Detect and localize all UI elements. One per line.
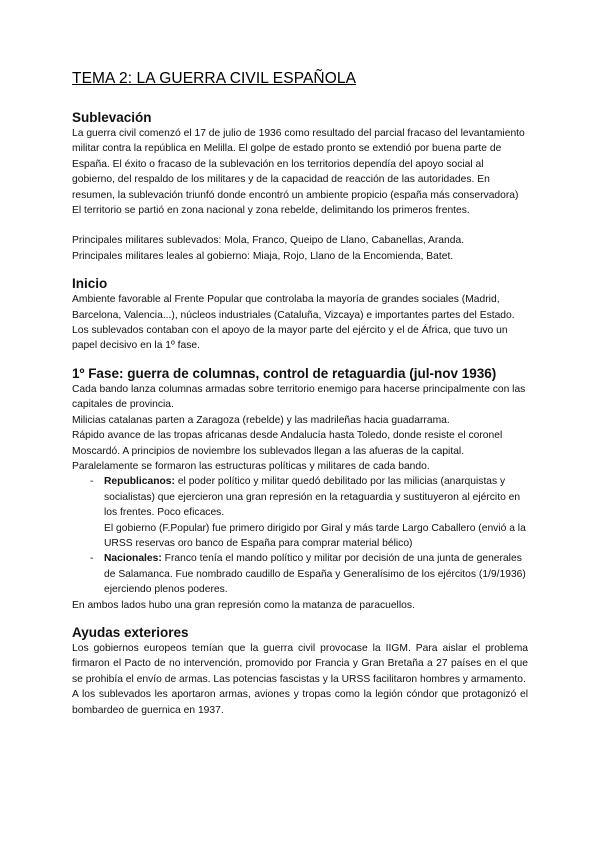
list-item-republicanos xyxy=(72,474,528,551)
section-heading: Inicio xyxy=(72,276,108,292)
paragraph: En ambos lados hubo una gran represión como la matanza de paracuellos. xyxy=(72,599,415,611)
section-inicio xyxy=(72,276,528,354)
paragraph: Principales militares leales al gobierno: Miaja, Rojo, Llano de la Encomienda, Batet. xyxy=(72,250,454,262)
list-item-extra: El gobierno (F.Popular) fue primero dirigido por Giral y más tarde Largo Caballero (envió a la URSS reservas oro banco de España para comprar material bélico) xyxy=(104,522,526,549)
paragraph: Rápido avance de las tropas africanas desde Andalucía hasta Toledo, donde resiste el coronel Moscardó. A principios de noviembre los sublevados llegan a las afueras de la capital. xyxy=(72,430,503,457)
paragraph: A los sublevados les aportaron armas, aviones y tropas como la legión cóndor que protagonizó el bombardeo de guernica en 1937. xyxy=(72,689,528,716)
list-item-label: Nacionales: xyxy=(104,553,162,565)
paragraph: Cada bando lanza columnas armadas sobre territorio enemigo para hacerse principalmente con las capitales de provincia. xyxy=(72,383,526,411)
section-ayudas-exteriores xyxy=(72,625,528,718)
list-item-label: Republicanos: xyxy=(104,476,175,488)
list-dash: - xyxy=(90,553,94,565)
paragraph: Los gobiernos europeos temían que la guerra civil provocase la IIGM. Para aislar el problema firmaron el Pacto de no intervención, promovido por Francia y Gran Bretaña a 27 países en el que se prohibía el envío de armas. Las potencias fascistas y la URSS facilitaron hombres y armamento. xyxy=(72,642,528,685)
paragraph-gap xyxy=(72,218,528,233)
paragraph: La guerra civil comenzó el 17 de julio de 1936 como resultado del parcial fracaso del levantamiento militar contra la república en Melilla. El golpe de estado pronto se extendió por buena parte de España. El éxito o fracaso de la sublevación en los territorios dependía del apoyo social al gobierno, del respaldo de los militares y de la capacidad de reacción de las autoridades. En resumen, la sublevación triunfó donde encontró un ambiente propicio (españa más conservadora) xyxy=(72,128,525,201)
paragraph: El territorio se partió en zona nacional y zona rebelde, delimitando los primeros frentes. xyxy=(72,205,470,217)
paragraph: Principales militares sublevados: Mola, Franco, Queipo de Llano, Cabanellas, Aranda. xyxy=(72,235,465,247)
list-item-text: el poder político y militar quedó debilitado por las milicias (anarquistas y socialistas) que ejercieron una gran represión en la retaguardia y sustituyeron al ejército en los frentes. Poco eficaces. xyxy=(104,476,521,519)
section-heading: 1º Fase: guerra de columnas, control de retaguardia (jul-nov 1936) xyxy=(72,365,497,381)
paragraph: Los sublevados contaban con el apoyo de la mayor parte del ejército y el de África, que tuvo un papel decisivo en la 1º fase. xyxy=(72,325,508,352)
document-content xyxy=(72,70,528,718)
list-dash: - xyxy=(90,476,94,488)
list-item-nacionales xyxy=(72,551,528,597)
paragraph: Ambiente favorable al Frente Popular que controlaba la mayoría de grandes sociales (Madrid, Barcelona, Valencia...), núcleos industriales (Cataluña, Vizcaya) e importantes partes del Estado. xyxy=(72,294,515,321)
document-title: TEMA 2: LA GUERRA CIVIL ESPAÑOLA xyxy=(72,70,357,87)
paragraph: Milicias catalanas parten a Zaragoza (rebelde) y las madrileñas hacia guadarrama. xyxy=(72,414,450,426)
paragraph: Paralelamente se formaron las estructuras políticas y militares de cada bando. xyxy=(72,460,430,472)
section-sublevacion xyxy=(72,110,528,264)
section-heading: Sublevación xyxy=(72,110,152,125)
section-heading: Ayudas exteriores xyxy=(72,624,189,640)
section-primera-fase xyxy=(72,366,528,613)
list-item-text: Franco tenía el mando político y militar por decisión de una junta de generales de Salamanca. Fue nombrado caudillo de España y Generalísimo de los ejércitos (1/9/1936) ejerciendo plenos poderes. xyxy=(104,553,526,596)
